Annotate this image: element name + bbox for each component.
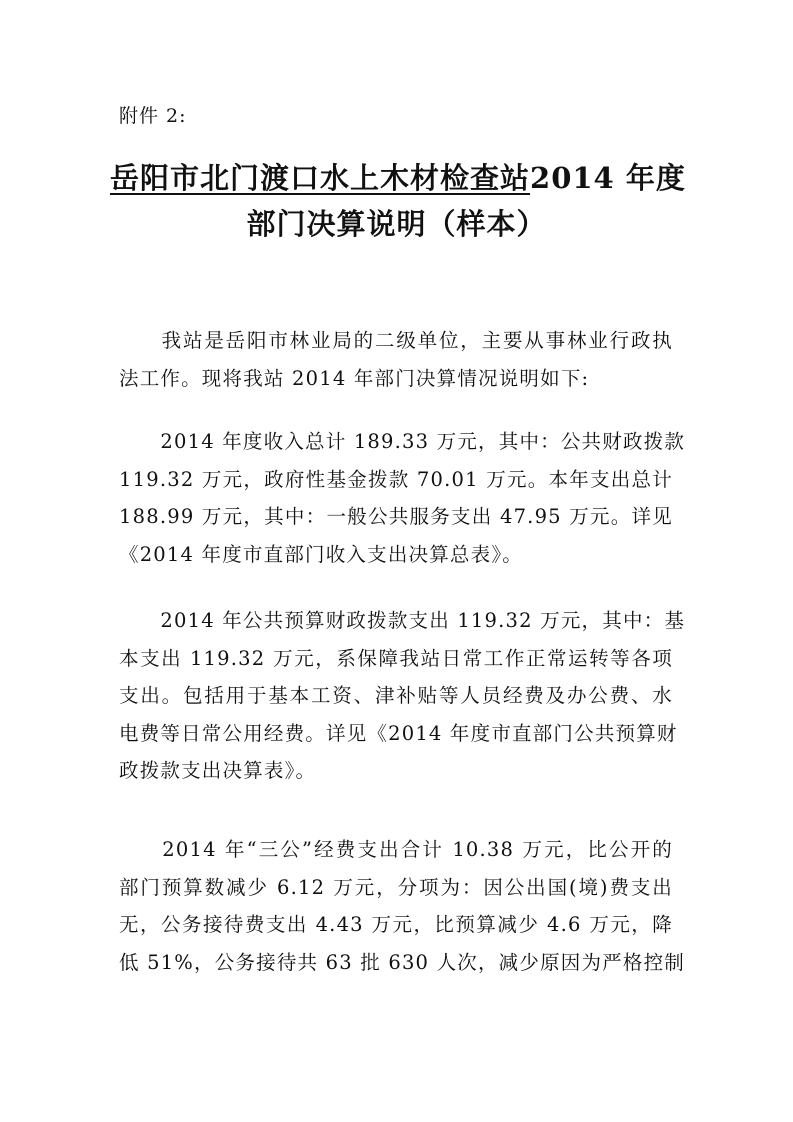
title-organization: 岳阳市北门渡口水上木材检查站 bbox=[110, 161, 531, 195]
paragraph-line: 低 51%，公务接待共 63 批 630 人次，减少原因为严格控制 bbox=[119, 950, 685, 974]
paragraph-line: 支出。包括用于基本工资、津补贴等人员经费及办公费、水 bbox=[119, 684, 673, 707]
paragraph-line: 部门预算数减少 6.12 万元，分项为：因公出国(境)费支出 bbox=[119, 875, 673, 899]
document-title bbox=[110, 157, 686, 245]
paragraph-line: 法工作。现将我站 2014 年部门决算情况说明如下: bbox=[119, 366, 590, 390]
paragraph-three-public-expenses bbox=[119, 831, 685, 981]
paragraph-line: 政拨款支出决算表》。 bbox=[119, 759, 317, 782]
paragraph-line: 119.32 万元，政府性基金拨款 70.01 万元。本年支出总计 bbox=[119, 467, 673, 491]
title-line-1 bbox=[110, 157, 686, 199]
paragraph-line: 《2014 年度市直部门收入支出决算总表》。 bbox=[119, 542, 523, 566]
paragraph-line: 2014 年“三公”经费支出合计 10.38 万元，比公开的 bbox=[119, 838, 673, 861]
paragraph-line: 无，公务接待费支出 4.43 万元，比预算减少 4.6 万元，降 bbox=[119, 913, 673, 936]
title-year: 2014 年度 bbox=[530, 161, 686, 195]
title-line-2: 部门决算说明（样本） bbox=[246, 207, 547, 241]
paragraph-line: 2014 年度收入总计 189.33 万元，其中：公共财政拨款 bbox=[119, 430, 686, 453]
paragraph-line: 2014 年公共预算财政拨款支出 119.32 万元，其中：基 bbox=[119, 609, 686, 632]
paragraph-line: 本支出 119.32 万元，系保障我站日常工作正常运转等各项 bbox=[119, 646, 673, 670]
paragraph-public-budget bbox=[119, 602, 686, 790]
attachment-label: 附件 2: bbox=[119, 105, 187, 127]
paragraph-income-expenditure bbox=[119, 423, 686, 573]
paragraph-line: 188.99 万元，其中：一般公共服务支出 47.95 万元。详见 bbox=[119, 505, 673, 528]
paragraph-line: 电费等日常公用经费。详见《2014 年度市直部门公共预算财 bbox=[119, 721, 678, 745]
paragraph-line: 我站是岳阳市林业局的二级单位，主要从事林业行政执 bbox=[119, 329, 673, 352]
paragraph-intro bbox=[119, 322, 673, 397]
